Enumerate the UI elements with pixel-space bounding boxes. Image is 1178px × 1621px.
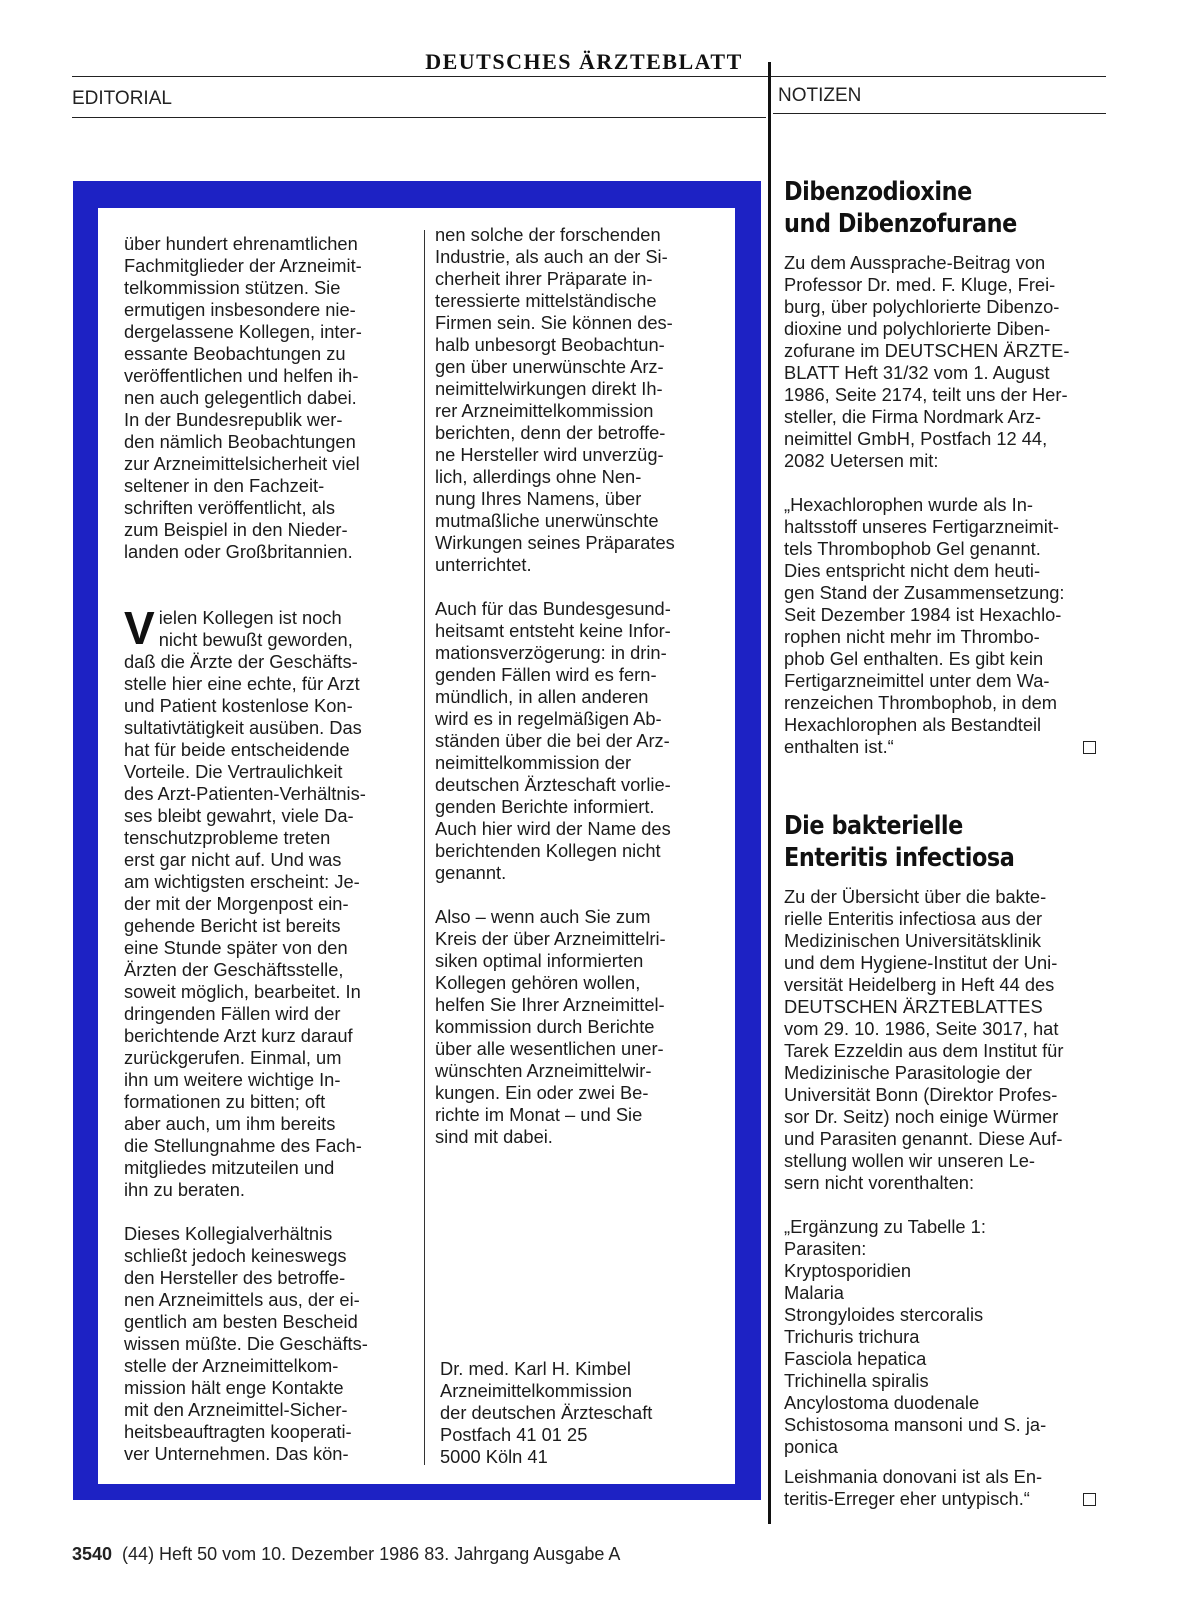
text-line: mationsverzögerung: in drin- bbox=[435, 642, 667, 663]
text-line: wird es in regelmäßigen Ab- bbox=[435, 708, 662, 729]
text-line: rer Arzneimittelkommission bbox=[435, 400, 654, 421]
paragraph bbox=[784, 494, 1102, 736]
text-line: mission hält enge Kontakte bbox=[124, 1377, 344, 1398]
text-line: cherheit ihrer Präparate in- bbox=[435, 268, 653, 289]
text-line: 5000 Köln 41 bbox=[440, 1446, 548, 1467]
text-line: formationen zu bitten; oft bbox=[124, 1091, 326, 1112]
text-line: Firmen sein. Sie können des- bbox=[435, 312, 673, 333]
text-line: schließt jedoch keineswegs bbox=[124, 1245, 347, 1266]
note-title-enteritis bbox=[784, 810, 1057, 874]
editorial-column-left bbox=[124, 233, 414, 1465]
text-line: Dies entspricht nicht dem heuti- bbox=[784, 560, 1041, 581]
text-line: heitsbeauftragten kooperati- bbox=[124, 1421, 352, 1442]
text-line: berichten, denn der betroffe- bbox=[435, 422, 666, 443]
text-line: stelle der Arzneimittelkom- bbox=[124, 1355, 339, 1376]
text-line: Fachmitglieder der Arzneimit- bbox=[124, 255, 362, 276]
paragraph bbox=[784, 252, 1102, 472]
text-line: soweit möglich, bearbeitet. In bbox=[124, 981, 361, 1002]
text-line: berichtende Arzt kurz darauf bbox=[124, 1025, 353, 1046]
text-line: richte im Monat – und Sie bbox=[435, 1104, 643, 1125]
text-line: den Hersteller des betroffe- bbox=[124, 1267, 346, 1288]
text-line: ver Unternehmen. Das kön- bbox=[124, 1443, 349, 1464]
text-line: mitgliedes mitzuteilen und bbox=[124, 1157, 335, 1178]
text-line: Postfach 41 01 25 bbox=[440, 1424, 588, 1445]
text-line: ielen Kollegen ist noch bbox=[158, 607, 342, 628]
text-line: Parasiten: bbox=[784, 1238, 867, 1259]
text-line: deutschen Ärzteschaft vorlie- bbox=[435, 774, 671, 795]
text-line: Kreis der über Arzneimittelri- bbox=[435, 928, 666, 949]
text-line: sor Dr. Seitz) noch einige Würmer bbox=[784, 1106, 1059, 1127]
text-line: rophen nicht mehr im Thrombo- bbox=[784, 626, 1040, 647]
text-line: heitsamt entsteht keine Infor- bbox=[435, 620, 671, 641]
text-line: mutmaßliche unerwünschte bbox=[435, 510, 659, 531]
parasite-list bbox=[784, 1216, 1102, 1458]
end-mark-icon bbox=[1083, 1493, 1096, 1506]
text-line: teressierte mittelständische bbox=[435, 290, 657, 311]
text-line: Universität Bonn (Direktor Profes- bbox=[784, 1084, 1058, 1105]
text-line: siken optimal informierten bbox=[435, 950, 644, 971]
text-line: Fasciola hepatica bbox=[784, 1348, 927, 1369]
text-line: „Ergänzung zu Tabelle 1: bbox=[784, 1216, 986, 1237]
text-line: unterrichtet. bbox=[435, 554, 532, 575]
masthead: DEUTSCHES ÄRZTEBLATT bbox=[425, 49, 743, 74]
text-line: sern nicht vorenthalten: bbox=[784, 1172, 975, 1193]
text-line: daß die Ärzte der Geschäfts- bbox=[124, 651, 358, 672]
text-line: Kryptosporidien bbox=[784, 1260, 912, 1281]
text-line: Fertigarzneimittel unter dem Wa- bbox=[784, 670, 1050, 691]
text-line: BLATT Heft 31/32 vom 1. August bbox=[784, 362, 1050, 383]
text-line: Malaria bbox=[784, 1282, 844, 1303]
drop-cap: V bbox=[124, 602, 155, 654]
text-line: mit den Arzneimittel-Sicher- bbox=[124, 1399, 348, 1420]
text-line: am wichtigsten erscheint: Je- bbox=[124, 871, 360, 892]
paragraph bbox=[435, 598, 725, 884]
text-line: sultativtätigkeit ausüben. Das bbox=[124, 717, 362, 738]
text-line: zur Arzneimittelsicherheit viel bbox=[124, 453, 360, 474]
text-line: Ancylostoma duodenale bbox=[784, 1392, 980, 1413]
editorial-column-right bbox=[435, 224, 725, 1148]
text-line: Hexachlorophen als Bestandteil bbox=[784, 714, 1042, 735]
paragraph bbox=[124, 233, 414, 563]
text-line: vom 29. 10. 1986, Seite 3017, hat bbox=[784, 1018, 1059, 1039]
paragraph bbox=[435, 224, 725, 576]
text-line: zofurane im DEUTSCHEN ÄRZTE- bbox=[784, 340, 1070, 361]
text-line: Also – wenn auch Sie zum bbox=[435, 906, 651, 927]
text-line: wünschten Arzneimittelwir- bbox=[435, 1060, 652, 1081]
text-line: Trichinella spiralis bbox=[784, 1370, 929, 1391]
top-rule bbox=[72, 76, 1106, 77]
text-line: kommission durch Berichte bbox=[435, 1016, 655, 1037]
text-line: zum Beispiel in den Nieder- bbox=[124, 519, 348, 540]
text-line: der mit der Morgenpost ein- bbox=[124, 893, 349, 914]
text-line: renzeichen Thrombophob, in dem bbox=[784, 692, 1058, 713]
text-line: Strongyloides stercoralis bbox=[784, 1304, 984, 1325]
text-line: neimittel GmbH, Postfach 12 44, bbox=[784, 428, 1048, 449]
text-line: stelle hier eine echte, für Arzt bbox=[124, 673, 360, 694]
text-line: rielle Enteritis infectiosa aus der bbox=[784, 908, 1043, 929]
text-line: telkommission stützen. Sie bbox=[124, 277, 341, 298]
text-line: Leishmania donovani ist als En- bbox=[784, 1466, 1043, 1487]
text-line: Auch hier wird der Name des bbox=[435, 818, 671, 839]
text-line: seltener in den Fachzeit- bbox=[124, 475, 325, 496]
issue-info: (44) Heft 50 vom 10. Dezember 1986 83. Jahrgang Ausgabe A bbox=[122, 1544, 621, 1564]
text-line: nicht bewußt geworden, bbox=[158, 629, 353, 650]
text-line: über alle wesentlichen uner- bbox=[435, 1038, 664, 1059]
text-line: landen oder Großbritannien. bbox=[124, 541, 353, 562]
text-line: Die bakterielle bbox=[784, 811, 963, 841]
last-line: enthalten ist.“ bbox=[784, 736, 894, 757]
text-line: Tarek Ezzeldin aus dem Institut für bbox=[784, 1040, 1064, 1061]
text-line: halb unbesorgt Beobachtun- bbox=[435, 334, 665, 355]
text-line: dergelassene Kollegen, inter- bbox=[124, 321, 362, 342]
paragraph-end bbox=[784, 1488, 1096, 1510]
text-line: gentlich am besten Bescheid bbox=[124, 1311, 358, 1332]
text-line: Ärzten der Geschäftsstelle, bbox=[124, 959, 344, 980]
text-line: mündlich, in allen anderen bbox=[435, 686, 649, 707]
text-line: versität Heidelberg in Heft 44 des bbox=[784, 974, 1055, 995]
text-line: kungen. Ein oder zwei Be- bbox=[435, 1082, 649, 1103]
text-line: der deutschen Ärzteschaft bbox=[440, 1402, 653, 1423]
text-line: Dr. med. Karl H. Kimbel bbox=[440, 1358, 631, 1379]
text-line: helfen Sie Ihrer Arzneimittel- bbox=[435, 994, 665, 1015]
text-line: berichtenden Kollegen nicht bbox=[435, 840, 661, 861]
paragraph bbox=[435, 906, 725, 1148]
text-line: Industrie, als auch an der Si- bbox=[435, 246, 668, 267]
text-line: dringenden Fällen wird der bbox=[124, 1003, 341, 1024]
author-signature bbox=[440, 1358, 730, 1468]
text-line: Seit Dezember 1984 ist Hexachlo- bbox=[784, 604, 1062, 625]
last-line: teritis-Erreger eher untypisch.“ bbox=[784, 1488, 1030, 1509]
paragraph bbox=[784, 1466, 1102, 1488]
text-line: „Hexachlorophen wurde als In- bbox=[784, 494, 1033, 515]
text-line: Vorteile. Die Vertraulichkeit bbox=[124, 761, 343, 782]
text-line: haltsstoff unseres Fertigarzneimit- bbox=[784, 516, 1060, 537]
end-mark-icon bbox=[1083, 741, 1096, 754]
text-line: nen solche der forschenden bbox=[435, 224, 661, 245]
text-line: Enteritis infectiosa bbox=[784, 843, 1015, 873]
text-line: und dem Hygiene-Institut der Uni- bbox=[784, 952, 1058, 973]
editorial-column-rule bbox=[424, 230, 425, 1465]
text-line: schriften veröffentlicht, als bbox=[124, 497, 336, 518]
text-line: gehende Bericht ist bereits bbox=[124, 915, 341, 936]
text-line: Professor Dr. med. F. Kluge, Frei- bbox=[784, 274, 1056, 295]
text-line: gen über unerwünschte Arz- bbox=[435, 356, 664, 377]
text-line: sind mit dabei. bbox=[435, 1126, 553, 1147]
text-line: nen Arzneimittels aus, der ei- bbox=[124, 1289, 360, 1310]
text-line: zurückgerufen. Einmal, um bbox=[124, 1047, 342, 1068]
text-line: In der Bundesrepublik wer- bbox=[124, 409, 343, 430]
editorial-rule bbox=[72, 117, 766, 118]
section-label-notizen: NOTIZEN bbox=[778, 85, 862, 106]
page-number: 3540 bbox=[72, 1544, 113, 1564]
text-line: des Arzt-Patienten-Verhältnis- bbox=[124, 783, 366, 804]
paragraph-end bbox=[784, 736, 1096, 758]
text-line: Zu der Übersicht über die bakte- bbox=[784, 886, 1047, 907]
text-line: ermutigen insbesondere nie- bbox=[124, 299, 356, 320]
text-line: über hundert ehrenamtlichen bbox=[124, 233, 358, 254]
text-line: veröffentlichen und helfen ih- bbox=[124, 365, 359, 386]
text-line: und Dibenzofurane bbox=[784, 209, 1017, 239]
text-line: neimittelwirkungen direkt Ih- bbox=[435, 378, 663, 399]
text-line: aber auch, um ihm bereits bbox=[124, 1113, 336, 1134]
paragraph bbox=[784, 886, 1102, 1194]
paragraph-dropcap bbox=[124, 602, 414, 1201]
note-title-dibenzodioxine bbox=[784, 176, 1057, 240]
text-line: ses bleibt gewahrt, viele Da- bbox=[124, 805, 354, 826]
text-line: nung Ihres Namens, über bbox=[435, 488, 642, 509]
text-line: nen auch gelegentlich dabei. bbox=[124, 387, 357, 408]
text-line: Arzneimittelkommission bbox=[440, 1380, 632, 1401]
text-line: und Parasiten genannt. Diese Auf- bbox=[784, 1128, 1063, 1149]
text-line: Dieses Kollegialverhältnis bbox=[124, 1223, 333, 1244]
text-line: ponica bbox=[784, 1436, 838, 1457]
text-line: genden Fällen wird es fern- bbox=[435, 664, 657, 685]
text-line: ständen über die bei der Arz- bbox=[435, 730, 670, 751]
text-line: dioxine und polychlorierte Diben- bbox=[784, 318, 1051, 339]
text-line: ne Hersteller wird unverzüg- bbox=[435, 444, 664, 465]
text-line: stellung wollen wir unseren Le- bbox=[784, 1150, 1035, 1171]
text-line: und Patient kostenlose Kon- bbox=[124, 695, 353, 716]
text-line: den nämlich Beobachtungen bbox=[124, 431, 356, 452]
text-line: eine Stunde später von den bbox=[124, 937, 348, 958]
column-divider bbox=[768, 62, 771, 1524]
text-line: essante Beobachtungen zu bbox=[124, 343, 346, 364]
text-line: Medizinischen Universitätsklinik bbox=[784, 930, 1042, 951]
text-line: erst gar nicht auf. Und was bbox=[124, 849, 342, 870]
note-body-enteritis bbox=[784, 886, 1102, 1510]
text-line: 1986, Seite 2174, teilt uns der Her- bbox=[784, 384, 1068, 405]
text-line: genannt. bbox=[435, 862, 507, 883]
notizen-rule bbox=[773, 113, 1106, 114]
text-line: DEUTSCHEN ÄRZTEBLATTES bbox=[784, 996, 1043, 1017]
note-body-dibenzodioxine bbox=[784, 252, 1102, 758]
text-line: wissen müßte. Die Geschäfts- bbox=[124, 1333, 368, 1354]
text-line: steller, die Firma Nordmark Arz- bbox=[784, 406, 1042, 427]
text-line: lich, allerdings ohne Nen- bbox=[435, 466, 642, 487]
text-line: tenschutzprobleme treten bbox=[124, 827, 331, 848]
text-line: Trichuris trichura bbox=[784, 1326, 920, 1347]
text-line: Wirkungen seines Präparates bbox=[435, 532, 675, 553]
text-line: 2082 Uetersen mit: bbox=[784, 450, 939, 471]
paragraph bbox=[124, 1223, 414, 1465]
text-line: Schistosoma mansoni und S. ja- bbox=[784, 1414, 1047, 1435]
text-line: Medizinische Parasitologie der bbox=[784, 1062, 1032, 1083]
text-line: Zu dem Aussprache-Beitrag von bbox=[784, 252, 1046, 273]
text-line: gen Stand der Zusammensetzung: bbox=[784, 582, 1065, 603]
text-line: genden Berichte informiert. bbox=[435, 796, 655, 817]
text-line: ihn zu beraten. bbox=[124, 1179, 245, 1200]
section-label-editorial: EDITORIAL bbox=[72, 88, 172, 109]
text-line: die Stellungnahme des Fach- bbox=[124, 1135, 362, 1156]
text-line: burg, über polychlorierte Dibenzo- bbox=[784, 296, 1060, 317]
text-line: Dibenzodioxine bbox=[784, 177, 972, 207]
page-footer bbox=[72, 1544, 620, 1565]
text-line: phob Gel enthalten. Es gibt kein bbox=[784, 648, 1044, 669]
text-line: Auch für das Bundesgesund- bbox=[435, 598, 671, 619]
text-line: Kollegen gehören wollen, bbox=[435, 972, 641, 993]
text-line: tels Thrombophob Gel genannt. bbox=[784, 538, 1041, 559]
text-line: hat für beide entscheidende bbox=[124, 739, 350, 760]
text-line: neimittelkommission der bbox=[435, 752, 632, 773]
text-line: ihn um weitere wichtige In- bbox=[124, 1069, 341, 1090]
